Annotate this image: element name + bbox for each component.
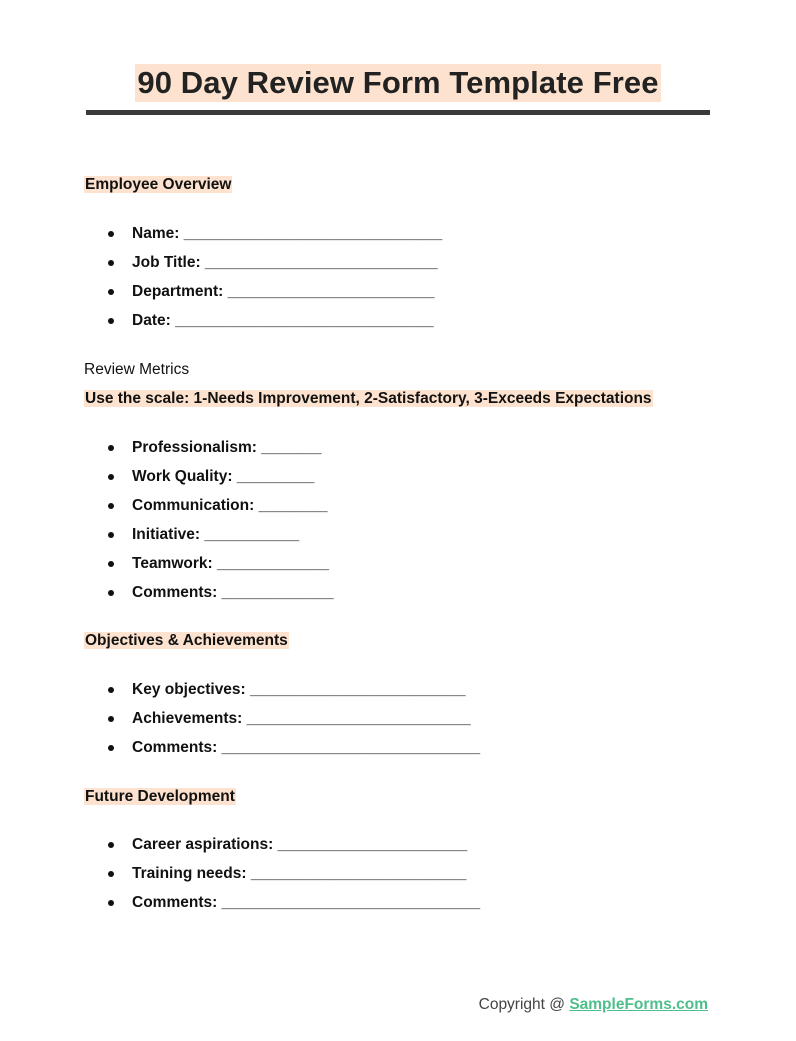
list-item-text: Professionalism: _______ — [132, 439, 322, 456]
list-item-text: Comments: ______________________________ — [132, 894, 481, 911]
section-heading-employee-overview — [84, 174, 232, 195]
section-heading-objectives — [84, 630, 289, 651]
list-item-text: Department: ________________________ — [132, 283, 435, 300]
bullet-icon — [108, 900, 114, 906]
list-item-text: Job Title: ___________________________ — [132, 254, 438, 271]
bullet-icon — [108, 289, 114, 295]
list-item-work-quality — [108, 466, 334, 495]
bullet-icon — [108, 716, 114, 722]
list-item-text: Comments: ______________________________ — [132, 739, 481, 756]
bullet-icon — [108, 318, 114, 324]
list-item-text: Communication: ________ — [132, 497, 328, 514]
section-heading-text: Objectives & Achievements — [85, 632, 288, 649]
list-item-text: Name: ______________________________ — [132, 225, 443, 242]
section-heading-text: Future Development — [85, 788, 235, 805]
list-item-date — [108, 310, 442, 339]
list-item-communication — [108, 495, 334, 524]
list-item-comments — [108, 737, 480, 766]
list-item-text: Key objectives: _________________________ — [132, 681, 466, 698]
list-item-text: Career aspirations: ______________________ — [132, 836, 468, 853]
list-item-text: Work Quality: _________ — [132, 468, 315, 485]
copyright-text: Copyright @ — [478, 996, 570, 1013]
list-item-comments — [108, 582, 334, 611]
bullet-icon — [108, 503, 114, 509]
bullet-icon — [108, 745, 114, 751]
list-item-name — [108, 223, 442, 252]
bullet-icon — [108, 561, 114, 567]
bullet-icon — [108, 532, 114, 538]
brand-link[interactable]: SampleForms.com — [569, 996, 708, 1013]
employee-overview-list — [108, 223, 442, 339]
list-item-career-aspirations — [108, 834, 480, 863]
list-item-comments — [108, 892, 480, 921]
bullet-icon — [108, 231, 114, 237]
list-item-job-title — [108, 252, 442, 281]
section-heading-future-development — [84, 786, 236, 807]
list-item-text: Training needs: _________________________ — [132, 865, 467, 882]
review-metrics-list — [108, 437, 334, 611]
list-item-achievements — [108, 708, 480, 737]
future-development-list — [108, 834, 480, 921]
footer-copyright — [479, 994, 708, 1015]
list-item-text: Comments: _____________ — [132, 584, 334, 601]
title-wrap — [86, 64, 710, 102]
section-heading-text: Employee Overview — [85, 176, 232, 193]
section-heading-text: Review Metrics — [84, 361, 190, 378]
list-item-key-objectives — [108, 679, 480, 708]
bullet-icon — [108, 445, 114, 451]
bullet-icon — [108, 474, 114, 480]
page-title: 90 Day Review Form Template Free — [137, 65, 659, 100]
objectives-list — [108, 679, 480, 766]
list-item-teamwork — [108, 553, 334, 582]
bullet-icon — [108, 687, 114, 693]
list-item-text: Date: ______________________________ — [132, 312, 434, 329]
bullet-icon — [108, 590, 114, 596]
scale-note-text: Use the scale: 1-Needs Improvement, 2-Satisfactory, 3-Exceeds Expectations — [85, 390, 652, 407]
list-item-text: Achievements: __________________________ — [132, 710, 471, 727]
list-item-professionalism — [108, 437, 334, 466]
title-divider — [86, 110, 710, 115]
list-item-text: Initiative: ___________ — [132, 526, 300, 543]
bullet-icon — [108, 842, 114, 848]
section-heading-review-metrics — [84, 359, 189, 380]
bullet-icon — [108, 260, 114, 266]
bullet-icon — [108, 871, 114, 877]
list-item-text: Teamwork: _____________ — [132, 555, 330, 572]
list-item-training-needs — [108, 863, 480, 892]
list-item-department — [108, 281, 442, 310]
scale-note — [84, 388, 653, 409]
list-item-initiative — [108, 524, 334, 553]
